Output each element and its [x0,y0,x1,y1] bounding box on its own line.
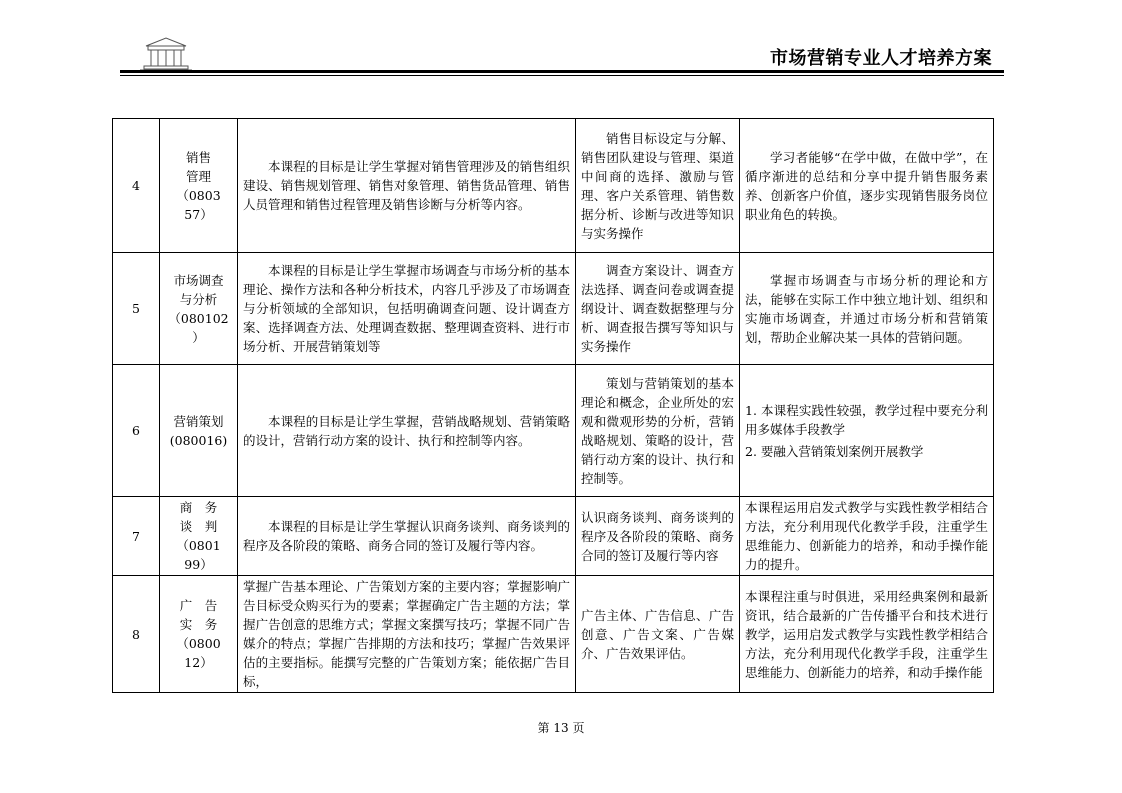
course-objective: 本课程的目标是让学生掌握认识商务谈判、商务谈判的程序及各阶段的策略、商务合同的签订及履行等内容。 [238,497,576,576]
course-name-line: 57） [184,206,213,222]
course-name-line: 管理 [185,168,211,184]
course-number: 7 [113,497,160,576]
table-row [113,253,994,365]
table-row [113,119,994,253]
course-name-line: 销售 [185,149,211,165]
course-name [160,576,238,693]
course-name-line: 市场调查 [173,272,224,288]
course-name-line: 谈 判 [179,519,218,534]
requirement-text: 掌握市场调查与市场分析的理论和方法，能够在实际工作中独立地计划、组织和实施市场调查，并通过市场分析和营销策划，帮助企业解决某一具体的营销问题。 [745,272,988,345]
course-name [160,497,238,576]
course-content: 销售目标设定与分解、销售团队建设与管理、渠道中间商的选择、激励与管理、客户关系管理、销售数据分析、诊断与改进等知识与实务操作 [576,119,740,253]
course-objective: 本课程的目标是让学生掌握市场调查与市场分析的基本理论、操作方法和各种分析技术，内容几乎涉及了市场调查与分析领域的全部知识，包括明确调查问题、设计调查方案、选择调查方法、处理调查数据、整理调查资料、进行市场分析、开展营销策划等 [238,253,576,365]
course-table [112,118,994,693]
course-name [160,119,238,253]
course-number: 4 [113,119,160,253]
course-number: 5 [113,253,160,365]
course-name-line: 商 务 [179,500,218,515]
table-row [113,365,994,497]
course-name-line: （0803 [176,187,221,203]
teaching-requirements [740,253,994,365]
course-name-line: 12） [184,655,213,670]
requirement-text: 本课程注重与时俱进，采用经典案例和最新资讯，结合最新的广告传播平台和技术进行教学，运用启发式教学与实践性教学相结合方法，充分利用现代化教学手段，注重学生思维能力、创新能力的培养，和动手操作能 [745,588,988,680]
teaching-requirements [740,365,994,497]
teaching-requirements [740,576,994,693]
course-name-line: 与分析 [179,291,218,307]
course-name-line: ） [192,329,205,345]
course-name-line: 99） [184,557,213,572]
document-title: 市场营销专业人才培养方案 [770,48,992,69]
course-content: 策划与营销策划的基本理论和概念，企业所处的宏观和微观形势的分析，营销战略规划、策略的设计，营销行动方案的设计、执行和控制等。 [576,365,740,497]
course-name-line: (080016) [169,432,228,448]
course-name-line: （0800 [176,636,221,651]
requirement-item: 1. 本课程实践性较强，教学过程中要充分利用多媒体手段教学 [745,402,988,437]
course-name-line: （0801 [176,538,221,553]
table-row [113,497,994,576]
course-objective: 本课程的目标是让学生掌握，营销战略规划、营销策略的设计，营销行动方案的设计、执行和控制等内容。 [238,365,576,497]
page-number: 第 13 页 [537,721,585,735]
requirement-text: 学习者能够“在学中做，在做中学”，在循序渐进的总结和分享中提升销售服务素养、创新客户价值，逐步实现销售服务岗位职业角色的转换。 [745,149,988,222]
course-content: 调查方案设计、调查方法选择、调查问卷或调查提纲设计、调查数据整理与分析、调查报告撰写等知识与实务操作 [576,253,740,365]
course-name-line: 广 告 [179,598,218,613]
header-rule-thin [120,75,1004,76]
course-name-line: 实 务 [179,617,218,632]
building-logo [136,32,196,72]
course-objective: 掌握广告基本理论、广告策划方案的主要内容；掌握影响广告目标受众购买行为的要素；掌握确定广告主题的方法；掌握广告创意的思维方式；掌握文案撰写技巧；掌握不同广告媒介的特点；掌握广告排期的方法和技巧；掌握广告效果评估的主要指标。能撰写完整的广告策划方案；能依据广告目标， [238,576,576,693]
teaching-requirements [740,497,994,576]
teaching-requirements [740,119,994,253]
course-name-line: （080102 [168,310,229,326]
course-number: 6 [113,365,160,497]
requirement-text: 本课程运用启发式教学与实践性教学相结合方法，充分利用现代化教学手段，注重学生思维能力、创新能力的培养，和动手操作能力的提升。 [745,500,988,572]
course-content: 广告主体、广告信息、广告创意、广告文案、广告媒介、广告效果评估。 [576,576,740,693]
course-name-line: 营销策划 [173,413,224,429]
course-number: 8 [113,576,160,693]
course-objective: 本课程的目标是让学生掌握对销售管理涉及的销售组织建设、销售规划管理、销售对象管理、销售货品管理、销售人员管理和销售过程管理及销售诊断与分析等内容。 [238,119,576,253]
course-content: 认识商务谈判、商务谈判的程序及各阶段的策略、商务合同的签订及履行等内容 [576,497,740,576]
course-name [160,253,238,365]
header-rule [120,70,1004,73]
course-name [160,365,238,497]
requirement-item: 2. 要融入营销策划案例开展教学 [745,443,924,459]
table-row [113,576,994,693]
